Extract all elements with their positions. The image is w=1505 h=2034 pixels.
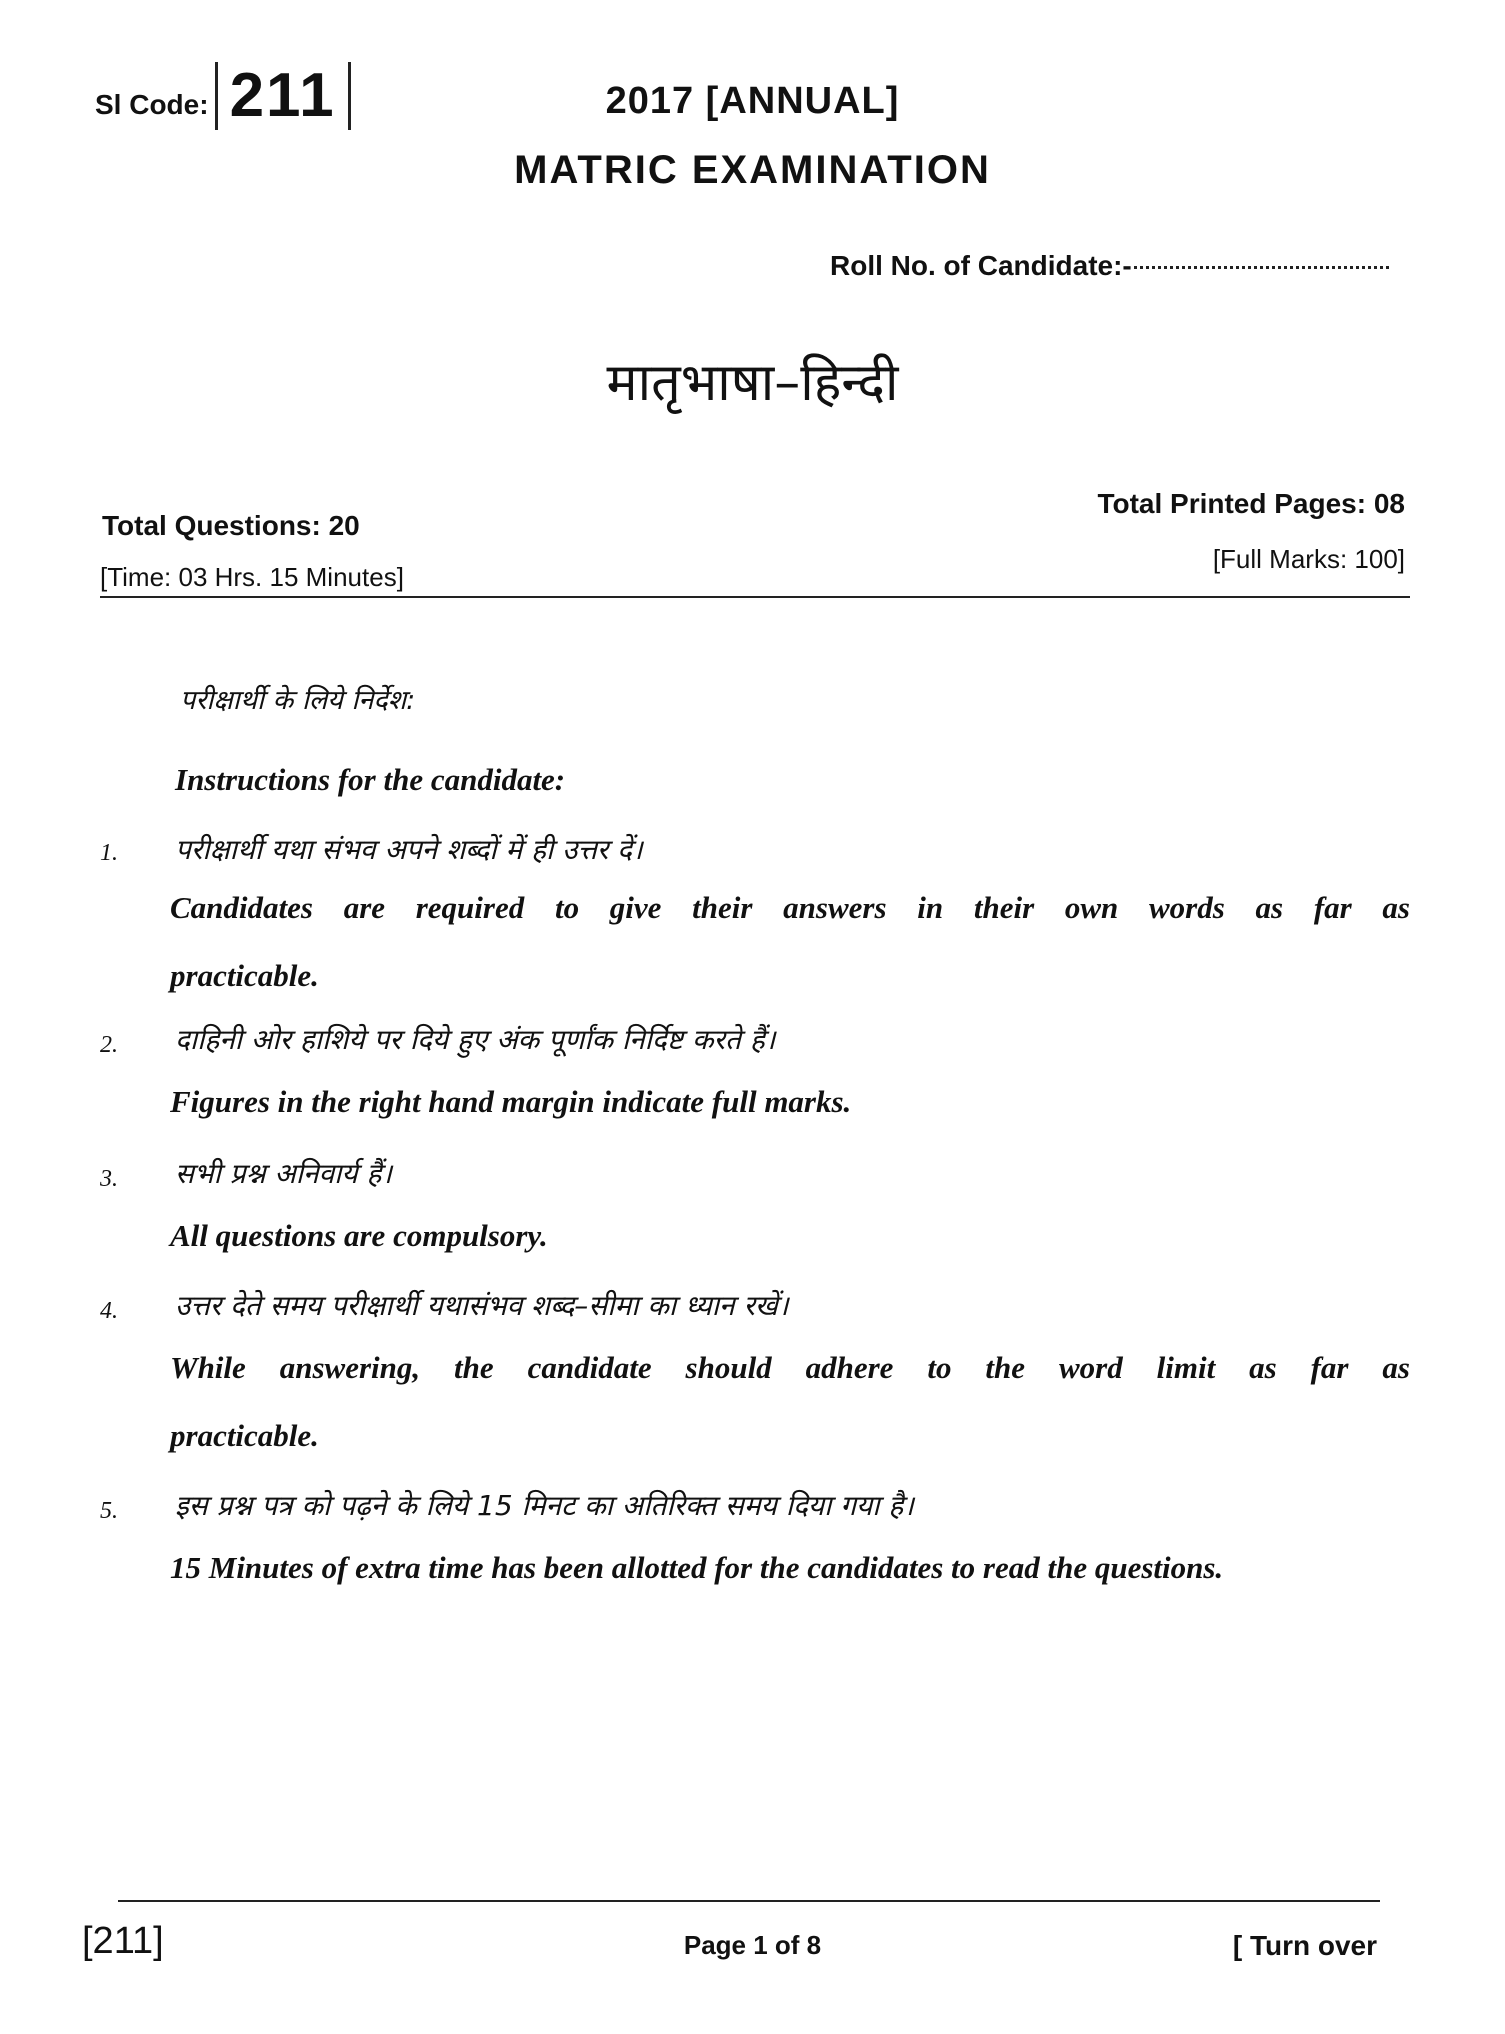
subject-title: मातृभाषा–हिन्दी — [606, 353, 899, 413]
exam-title: MATRIC EXAMINATION — [514, 148, 991, 192]
roll-number-label: Roll No. of Candidate:- — [830, 250, 1132, 281]
instruction-english: While answering, the candidate should adhere to the word limit as far as — [170, 1350, 1410, 1385]
full-marks: [Full Marks: 100] — [1212, 544, 1405, 574]
instruction-english-continued: practicable. — [170, 958, 319, 993]
footer-divider — [118, 1900, 1380, 1902]
instruction-hindi: सभी प्रश्न अनिवार्य हैं। — [175, 1157, 393, 1190]
footer-code: [211] — [82, 1920, 164, 1962]
instruction-english-continued: practicable. — [170, 1418, 319, 1453]
instruction-hindi: दाहिनी ओर हाशिये पर दिये हुए अंक पूर्णांक निर्दिष्ट करते हैं। — [175, 1023, 776, 1056]
instruction-number: 5. — [100, 1498, 118, 1524]
page-number: Page 1 of 8 — [683, 1930, 822, 1960]
instructions-heading-english: Instructions for the candidate: — [175, 762, 566, 797]
instruction-english: Candidates are required to give their answers in their own words as far as — [170, 890, 1410, 925]
roll-number-blank — [1134, 266, 1389, 269]
instruction-hindi: उत्तर देते समय परीक्षार्थी यथासंभव शब्द–सीमा का ध्यान रखें। — [175, 1289, 789, 1322]
instruction-english: 15 Minutes of extra time has been allotted for the candidates to read the questions. — [170, 1550, 1224, 1585]
sl-code-label: Sl Code: — [95, 89, 209, 120]
total-printed-pages: Total Printed Pages: 08 — [1097, 488, 1405, 519]
instruction-number: 2. — [100, 1032, 118, 1058]
instruction-hindi: इस प्रश्न पत्र को पढ़ने के लिये 15 मिनट का अतिरिक्त समय दिया गया है। — [175, 1489, 914, 1522]
total-questions: Total Questions: 20 — [102, 510, 360, 541]
instruction-english: Figures in the right hand margin indicate full marks. — [170, 1084, 852, 1119]
turn-over-note: [ Turn over — [1232, 1930, 1377, 1961]
instruction-number: 1. — [100, 840, 118, 866]
instruction-number: 4. — [100, 1298, 118, 1324]
instruction-number: 3. — [100, 1166, 118, 1192]
exam-year: 2017 [ANNUAL] — [605, 80, 900, 122]
header-divider — [100, 596, 1410, 598]
sl-code-value: 211 — [215, 62, 351, 130]
instruction-hindi: परीक्षार्थी यथा संभव अपने शब्दों में ही उत्तर दें। — [175, 833, 643, 866]
instruction-english: All questions are compulsory. — [170, 1218, 548, 1253]
exam-time: [Time: 03 Hrs. 15 Minutes] — [100, 562, 404, 592]
roll-number-field — [830, 250, 1389, 282]
instructions-heading-hindi: परीक्षार्थी के लिये निर्देश: — [180, 685, 416, 716]
